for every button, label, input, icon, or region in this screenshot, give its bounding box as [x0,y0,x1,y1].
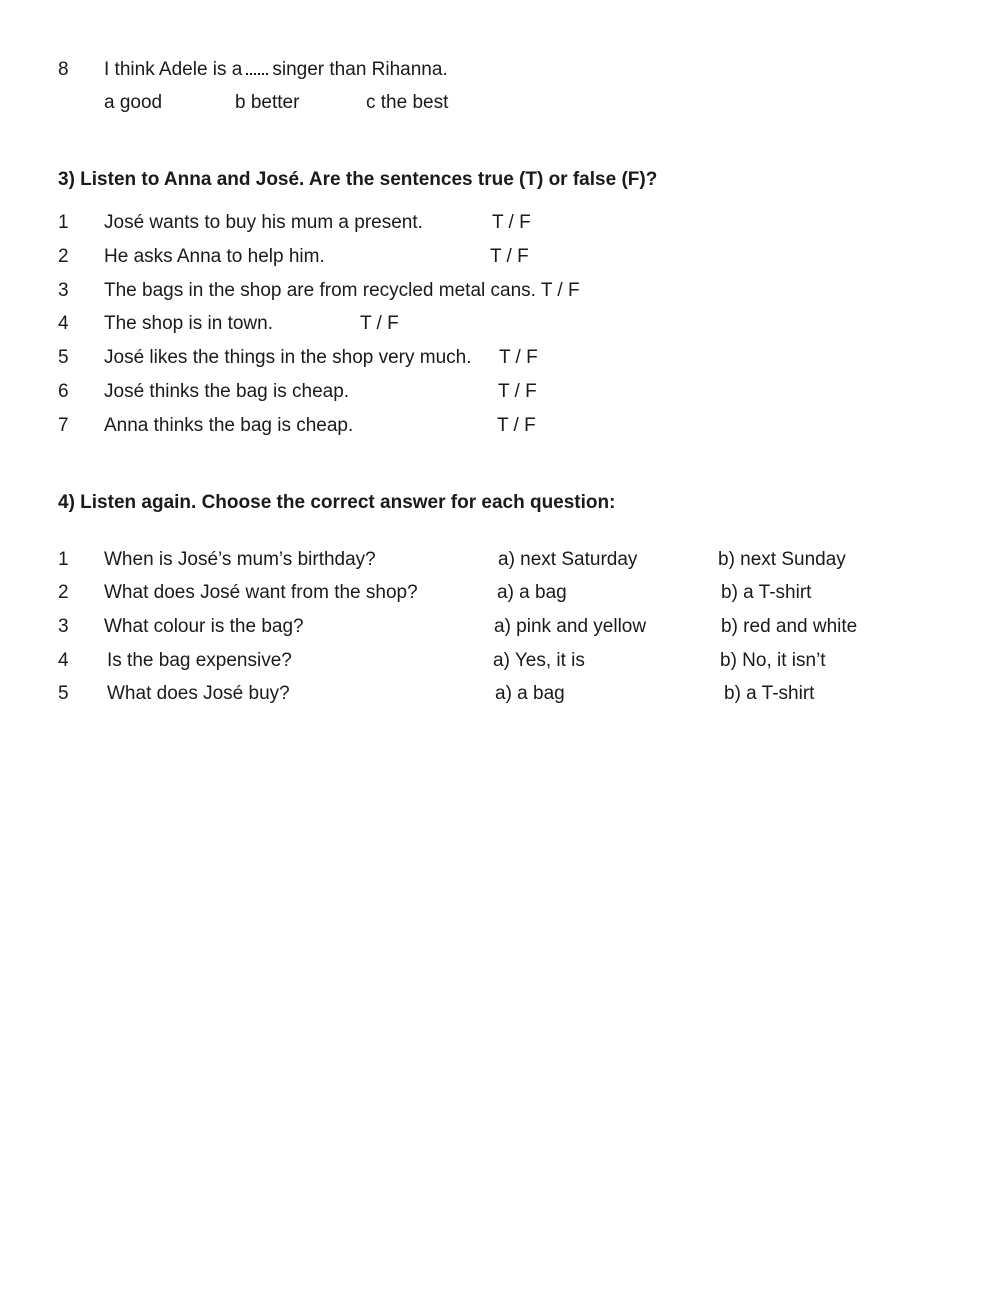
s3-item-text: José likes the things in the shop very much. [104,347,472,368]
s4-item-number: 3 [58,616,69,637]
s4-option-b: b) next Sunday [718,549,846,570]
s4-item-number: 5 [58,683,69,704]
q8-text-after: singer than Rihanna. [272,59,448,80]
q8-option-c: c the best [366,92,449,113]
s4-question: What colour is the bag? [104,616,304,637]
s3-item-text: The bags in the shop are from recycled metal cans. T / F [104,280,580,301]
s3-item-tf: T / F [498,381,537,402]
s4-option-b: b) a T-shirt [721,582,812,603]
q8-sentence [104,60,448,79]
s3-item-tf: T / F [492,212,531,233]
section3-heading: 3) Listen to Anna and José. Are the sentences true (T) or false (F)? [58,169,658,190]
s4-question: Is the bag expensive? [107,650,292,671]
s4-option-a: a) Yes, it is [493,650,585,671]
q8-blank [246,65,268,75]
s4-item-number: 4 [58,650,69,671]
s3-item-tf: T / F [360,313,399,334]
s3-item-number: 7 [58,415,69,436]
s4-question: What does José buy? [107,683,290,704]
s4-option-a: a) a bag [497,582,567,603]
s3-item-number: 2 [58,246,69,267]
s3-item-text: The shop is in town. [104,313,273,334]
s4-option-b: b) a T-shirt [724,683,815,704]
s4-item-number: 2 [58,582,69,603]
s4-item-number: 1 [58,549,69,570]
s4-question: What does José want from the shop? [104,582,418,603]
section4-heading: 4) Listen again. Choose the correct answer for each question: [58,492,616,513]
q8-number: 8 [58,59,69,80]
s4-question: When is José’s mum’s birthday? [104,549,376,570]
s3-item-number: 3 [58,280,69,301]
s3-item-tf: T / F [497,415,536,436]
s3-item-number: 5 [58,347,69,368]
s3-item-text: José wants to buy his mum a present. [104,212,423,233]
q8-option-a: a good [104,92,163,113]
s3-item-text: He asks Anna to help him. [104,246,325,267]
s4-option-a: a) next Saturday [498,549,638,570]
s4-option-b: b) No, it isn’t [720,650,826,671]
s3-item-text: José thinks the bag is cheap. [104,381,350,402]
s3-item-number: 6 [58,381,69,402]
q8-text-before: I think Adele is a [104,59,243,80]
s3-item-tf: T / F [490,246,529,267]
s3-item-number: 1 [58,212,69,233]
s3-item-text: Anna thinks the bag is cheap. [104,415,354,436]
s4-option-a: a) pink and yellow [494,616,647,637]
q8-option-b: b better [235,92,300,113]
s4-option-b: b) red and white [721,616,858,637]
s3-item-number: 4 [58,313,69,334]
s4-option-a: a) a bag [495,683,565,704]
s3-item-tf: T / F [499,347,538,368]
